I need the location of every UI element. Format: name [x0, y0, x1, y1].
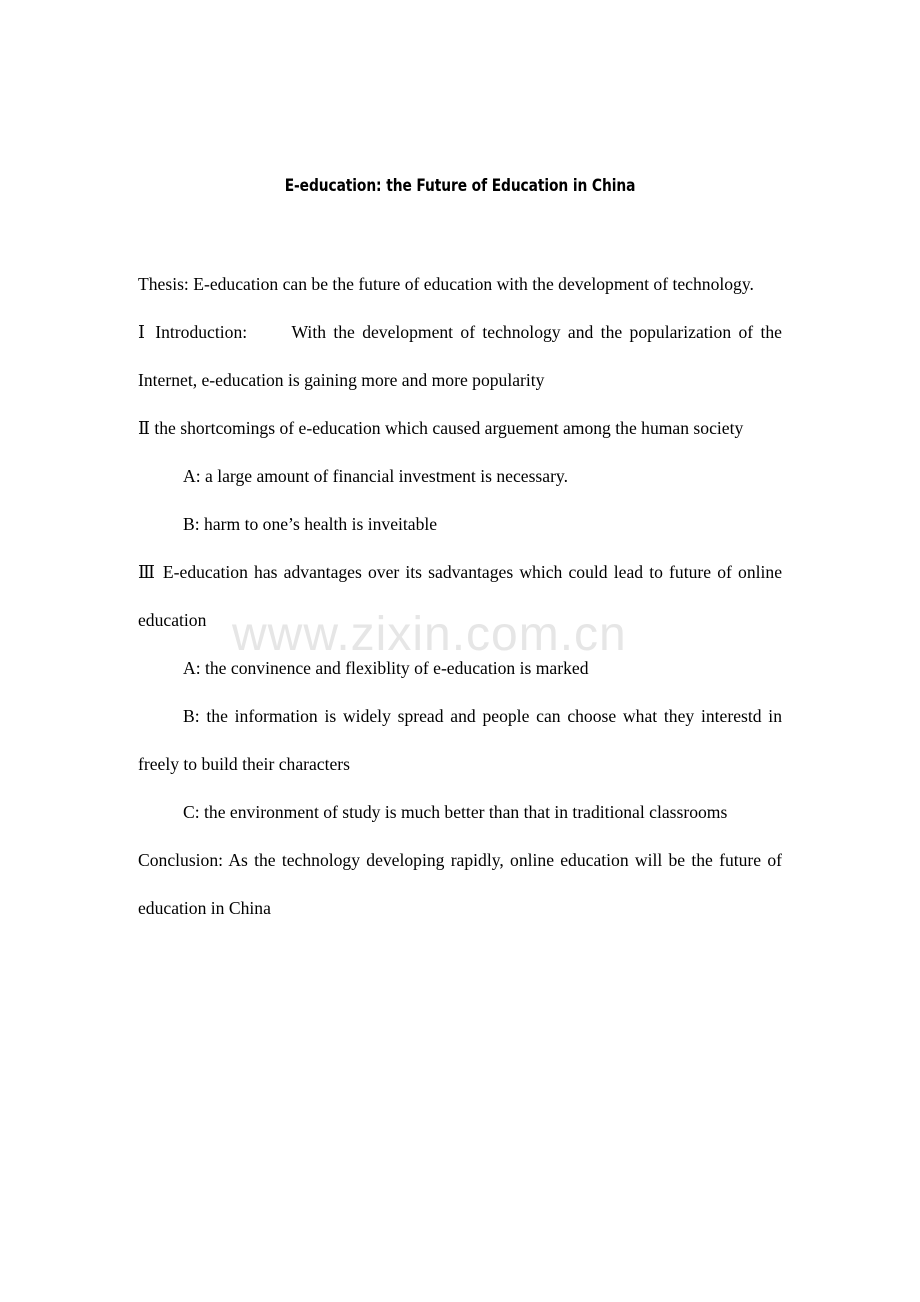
- outline-section-3: [138, 548, 782, 644]
- title-spacer: [138, 198, 782, 260]
- outline-subitem-3a: A: the convinence and flexiblity of e-education is marked: [183, 658, 589, 678]
- section-numeral-2: Ⅱ: [138, 418, 150, 438]
- page-title: E-education: the Future of Education in China: [284, 176, 636, 195]
- section-numeral-1: Ⅰ: [138, 322, 148, 342]
- outline-section-2: [138, 404, 782, 452]
- section-body-2: the shortcomings of e-education which caused arguement among the human society: [154, 418, 744, 438]
- outline-subitem-3b: B: the information is widely spread and people can choose what they interestd in freely to build their characters: [138, 706, 782, 774]
- outline-section-1: [138, 308, 782, 404]
- document-body: [138, 150, 782, 932]
- outline-subitem-3c: C: the environment of study is much better than that in traditional classrooms: [183, 802, 728, 822]
- section-numeral-3: Ⅲ: [138, 562, 157, 582]
- section-body-1: With the development of technology and the popularization of the Internet, e-education is gaining more and more popularity: [138, 322, 782, 390]
- site-watermark: www.zixin.com.cn: [232, 608, 627, 661]
- outline-subitem-2a: A: a large amount of financial investment is necessary.: [183, 466, 568, 486]
- section-body-3: E-education has advantages over its sadvantages which could lead to future of online education: [138, 562, 783, 630]
- outline-subitem-2b: B: harm to one’s health is inveitable: [183, 514, 438, 534]
- thesis-paragraph: Thesis: E-education can be the future of education with the development of technology.: [138, 274, 754, 294]
- conclusion-paragraph: Conclusion: As the technology developing rapidly, online education will be the future of education in China: [138, 850, 782, 918]
- section-heading-1: Introduction:: [155, 322, 248, 342]
